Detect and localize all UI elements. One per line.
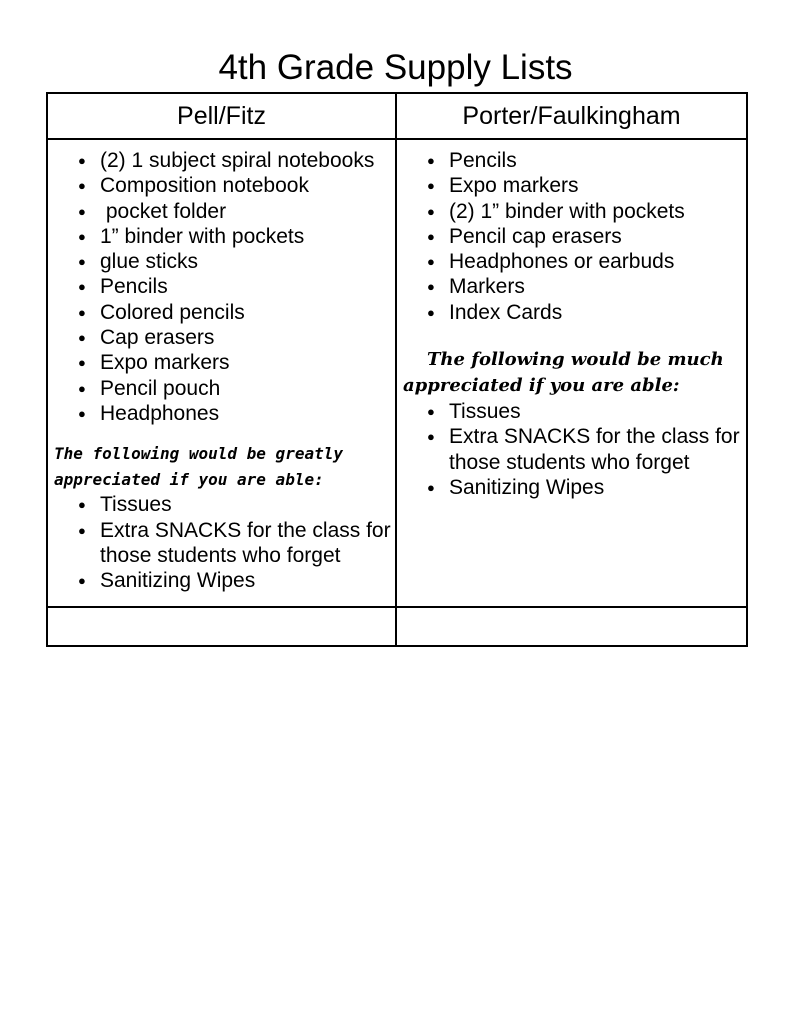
list-item: ● Headphones (48, 401, 395, 426)
list-item: ● Extra SNACKS for the class for those students who forget (48, 518, 395, 569)
list-item: ● (2) 1 subject spiral notebooks (48, 148, 395, 173)
pell-fitz-cell (47, 139, 396, 607)
list-item: ● Sanitizing Wipes (397, 475, 746, 500)
table-row (47, 139, 747, 607)
empty-cell (396, 607, 747, 646)
list-item: ● Markers (397, 274, 746, 299)
list-item: ● Expo markers (48, 350, 395, 375)
list-item: ● Headphones or earbuds (397, 249, 746, 274)
list-item: ● Colored pencils (48, 300, 395, 325)
porter-faulkingham-supply-list (397, 140, 746, 325)
list-item: ● Extra SNACKS for the class for those students who forget (397, 424, 746, 475)
list-item: ● pocket folder (48, 199, 395, 224)
list-item: ● Expo markers (397, 173, 746, 198)
note-line: appreciated if you are able: (54, 469, 324, 489)
empty-table-row (47, 607, 747, 646)
porter-faulkingham-cell (396, 139, 747, 607)
page-title: 4th Grade Supply Lists (218, 48, 573, 87)
table-header-row (47, 93, 747, 139)
header-pell-fitz: Pell/Fitz (47, 93, 396, 139)
note-line: The following would be greatly (54, 444, 343, 464)
list-item: ● Tissues (48, 492, 395, 517)
list-item: ● Index Cards (397, 300, 746, 325)
empty-cell (47, 607, 396, 646)
list-item: ● glue sticks (48, 249, 395, 274)
porter-faulkingham-appreciated-note (397, 347, 746, 399)
pell-fitz-supply-list (48, 140, 395, 426)
pell-fitz-appreciated-note (48, 441, 395, 492)
list-item: ● Pencils (397, 148, 746, 173)
list-item: ● Cap erasers (48, 325, 395, 350)
note-line: appreciated if you are able: (403, 375, 680, 397)
header-porter-faulkingham: Porter/Faulkingham (396, 93, 747, 139)
list-item: ● Pencil pouch (48, 376, 395, 401)
list-item: ● Sanitizing Wipes (48, 568, 395, 593)
list-item: ● Tissues (397, 399, 746, 424)
list-item: ● Composition notebook (48, 173, 395, 198)
list-item: ● (2) 1” binder with pockets (397, 199, 746, 224)
porter-faulkingham-extra-list (397, 399, 746, 500)
supply-table (46, 92, 748, 647)
list-item: ● Pencils (48, 274, 395, 299)
list-item: ● 1” binder with pockets (48, 224, 395, 249)
list-item: ● Pencil cap erasers (397, 224, 746, 249)
pell-fitz-extra-list (48, 492, 395, 593)
note-line: The following would be much (427, 349, 724, 371)
